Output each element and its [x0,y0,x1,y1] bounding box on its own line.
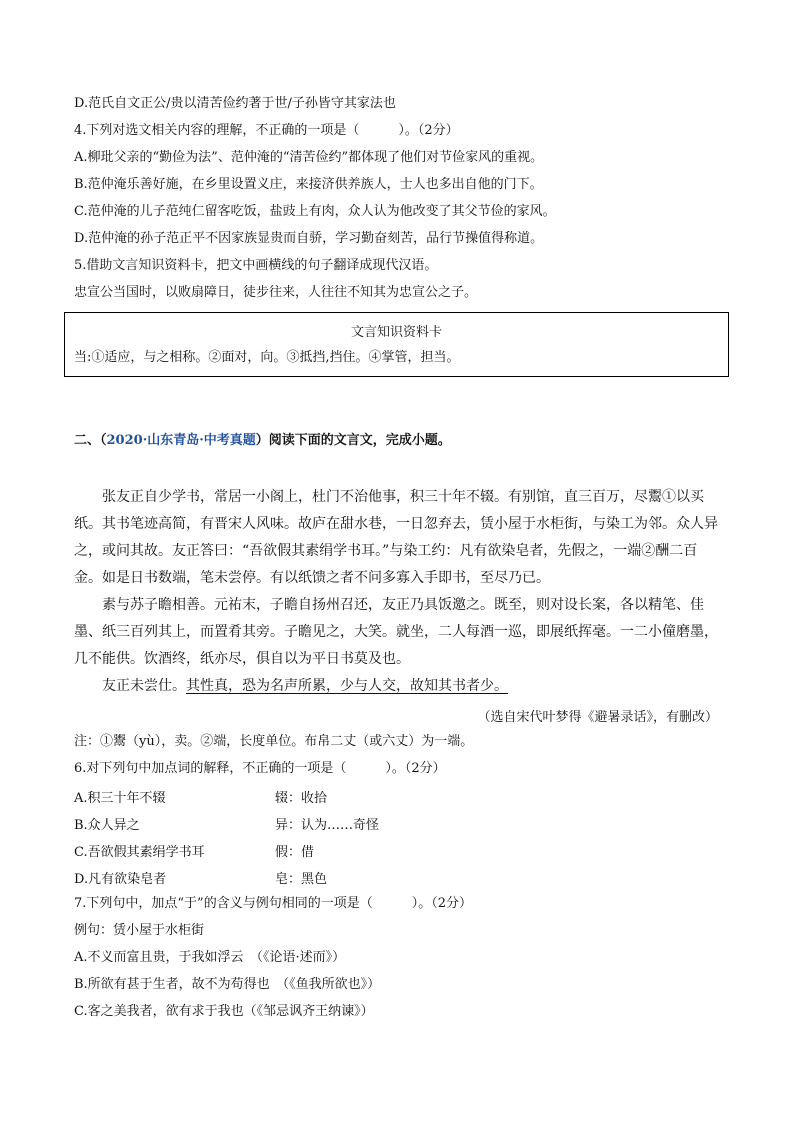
q6-option-b-sentence: B.众人异之 [74,818,140,833]
q6-option-a-gloss: 辍：收拾 [275,791,328,806]
q6-option-d-gloss: 皂：黑色 [275,872,328,887]
passage-underlined-sentence: 其性真，恐为名声所累，少与人交，故知其书者少。 [186,678,508,694]
passage-paragraph-2: 素与苏子瞻相善。元祐末，子瞻自扬州召还，友正乃具饭邀之。既至，则对设长案，各以精笔、佳墨、纸三百列其上，而置肴其旁。子瞻见之，大笑。就坐，二人每酒一巡，即展纸挥毫。一二小僮磨墨，几不能供。饮酒终，纸亦尽，俱自以为平日书莫及也。 [74,597,718,667]
passage-notes: 注：①鬻（yù），卖。②端，长度单位。布帛二丈（或六丈）为一端。 [74,734,474,749]
q6-option-d-sentence: D.凡有欲染皂者 [74,872,167,887]
q5-sentence: 忠宣公当国时，以败扇障日，徒步往来，人往往不知其为忠宣公之子。 [74,285,478,300]
section-2-suffix: ）阅读下面的文言文，完成小题。 [255,433,451,448]
knowledge-card [64,312,729,377]
section-2-source: 2020·山东青岛·中考真题 [106,433,256,448]
passage-paragraph-3 [74,673,720,700]
q3-option-d: D.范氏自文正公/贵以清苦俭约著于世/子孙皆守其家法也 [74,96,396,111]
q5-stem: 5.借助文言知识资料卡，把文中画横线的句子翻译成现代汉语。 [74,258,438,273]
q4-option-c: C.范仲淹的儿子范纯仁留客吃饭，盐豉上有肉，众人认为他改变了其父节俭的家风。 [74,204,556,219]
section-2-prefix: 二、（ [74,433,107,448]
passage-paragraph-3-lead: 友正未尝仕。 [102,678,186,694]
q6-option-c-gloss: 假：借 [275,845,315,860]
q6-option-a-sentence: A.积三十年不辍 [74,791,166,806]
passage-source-note: （选自宋代叶梦得《避暑录话》，有删改） [477,710,718,725]
q7-option-c: C.客之美我者，欲有求于我也（《邹忌讽齐王纳谏》） [74,1004,374,1019]
knowledge-card-title: 文言知识资料卡 [350,325,442,340]
q7-option-b: B.所欲有甚于生者，故不为苟得也 （《鱼我所欲也》） [74,977,381,992]
q6-option-b-gloss: 异：认为……奇怪 [275,818,380,833]
passage-paragraph-1: 张友正自少学书，常居一小阁上，杜门不治他事，积三十年不辍。有别馆，直三百万，尽鬻①以买纸。其书笔迹高简，有晋宋人风味。故庐在甜水巷，一日忽弃去，赁小屋于水柜街，与染工为邻。众人异之，或问其故。友正答曰：“吾欲假其素绢学书耳。”与染工约：凡有欲染皂者，先假之，一端②酬二百金。如是日书数端，笔未尝停。有以纸馈之者不问多寡入手即书，至尽乃已。 [74,489,718,586]
q6-stem: 6.对下列句中加点词的解释，不正确的一项是（ ）。（2分） [74,761,446,776]
q4-option-b: B.范仲淹乐善好施，在乡里设置义庄，来接济供养族人，士人也多出自他的门下。 [74,177,543,192]
q7-example: 例句：赁小屋于水柜街 [74,923,205,938]
q6-option-c-sentence: C.吾欲假其素绢学书耳 [74,845,205,860]
q4-option-d: D.范仲淹的孙子范正平不因家族显贵而自骄，学习勤奋刻苦，品行节操值得称道。 [74,231,544,246]
q7-option-a: A.不义而富且贵，于我如浮云 （《论语·述而》） [74,950,346,965]
section-2-heading [74,432,451,450]
q4-stem: 4.下列对选文相关内容的理解，不正确的一项是（ ）。（2分） [74,123,459,138]
q7-stem: 7.下列句中，加点“于”的含义与例句相同的一项是（ ）。（2分） [74,896,472,911]
q4-option-a: A.柳玭父亲的“勤俭为法”、范仲淹的“清苦俭约”都体现了他们对节俭家风的重视。 [74,150,544,165]
knowledge-card-body: 当:①适应，与之相称。②面对，向。③抵挡,挡住。④掌管，担当。 [74,350,460,365]
